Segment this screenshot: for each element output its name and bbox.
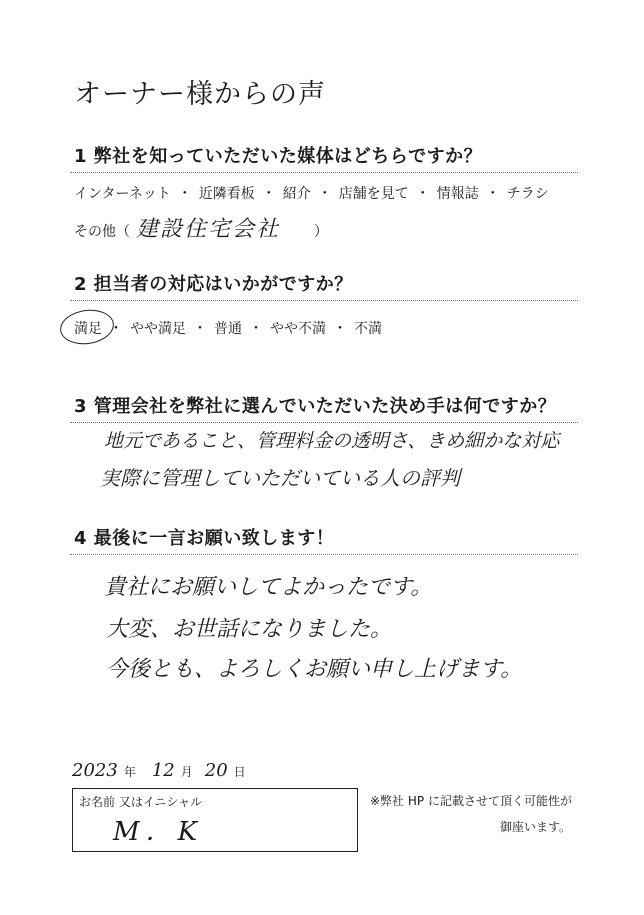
option-satisfied: 満足 bbox=[74, 321, 102, 337]
publication-note-line-2: 御座います。 bbox=[500, 820, 572, 834]
question-2-rule bbox=[70, 300, 578, 301]
date-row bbox=[72, 760, 246, 781]
option-magazine: 情報誌 bbox=[436, 186, 479, 202]
question-3-answer-line-2: 実際に管理していただいている人の評判 bbox=[100, 466, 460, 490]
option-somewhat-satisfied: やや満足 bbox=[130, 321, 186, 337]
separator: ・ bbox=[485, 186, 500, 202]
publication-note-line-1: ※弊社 HP に記載させて頂く可能性が bbox=[370, 794, 572, 808]
question-1-rule bbox=[70, 172, 578, 173]
separator: ・ bbox=[193, 321, 207, 337]
separator: ・ bbox=[249, 321, 263, 337]
question-4-answer-line-2: 大変、お世話になりました。 bbox=[106, 617, 393, 642]
question-4-heading: 4 最後に一言お願い致します！ bbox=[74, 528, 335, 549]
name-value-handwritten: M．K bbox=[113, 817, 204, 847]
separator: ・ bbox=[177, 186, 192, 202]
other-close: ） bbox=[314, 224, 328, 240]
question-3-rule bbox=[70, 422, 578, 423]
question-2-heading: 2 担当者の対応はいかがですか？ bbox=[74, 274, 353, 295]
question-1-heading: 1 弊社を知っていただいた媒体はどちらですか？ bbox=[74, 146, 483, 167]
question-2-options bbox=[74, 318, 382, 338]
separator: ・ bbox=[261, 186, 276, 202]
option-store: 店舗を見て bbox=[338, 186, 409, 202]
option-somewhat-dissatisfied: やや不満 bbox=[270, 321, 326, 337]
other-label: その他（ bbox=[74, 224, 130, 240]
other-answer-handwritten: 建設住宅会社 bbox=[136, 217, 281, 242]
option-internet: インターネット bbox=[74, 186, 171, 202]
separator: ・ bbox=[317, 186, 332, 202]
name-label: お名前 又はイニシャル bbox=[79, 795, 203, 809]
question-4-answer-line-3: 今後とも、よろしくお願い申し上げます。 bbox=[106, 657, 523, 682]
date-month-label: 月 bbox=[180, 765, 193, 779]
separator: ・ bbox=[109, 321, 123, 337]
question-3-heading: 3 管理会社を弊社に選んでいただいた決め手は何ですか？ bbox=[74, 396, 557, 417]
separator: ・ bbox=[333, 321, 347, 337]
date-year: 2023 bbox=[72, 760, 118, 781]
option-signboard: 近隣看板 bbox=[198, 186, 255, 202]
option-neutral: 普通 bbox=[214, 321, 242, 337]
date-year-label: 年 bbox=[123, 765, 136, 779]
date-day: 20 bbox=[204, 760, 228, 781]
question-3-answer-line-1: 地元であること、管理料金の透明さ、きめ細かな対応 bbox=[104, 430, 560, 452]
separator: ・ bbox=[415, 186, 430, 202]
question-4-rule bbox=[70, 554, 578, 555]
date-day-label: 日 bbox=[233, 765, 246, 779]
question-4-answer-line-1: 貴社にお願いしてよかったです。 bbox=[104, 575, 433, 600]
option-flyer: チラシ bbox=[506, 186, 549, 202]
question-1-options bbox=[74, 183, 549, 203]
option-dissatisfied: 不満 bbox=[354, 321, 382, 337]
question-1-other bbox=[74, 221, 130, 241]
name-box bbox=[72, 788, 358, 852]
date-month: 12 bbox=[151, 760, 175, 781]
page-title: オーナー様からの声 bbox=[74, 79, 326, 110]
option-referral: 紹介 bbox=[282, 186, 311, 202]
